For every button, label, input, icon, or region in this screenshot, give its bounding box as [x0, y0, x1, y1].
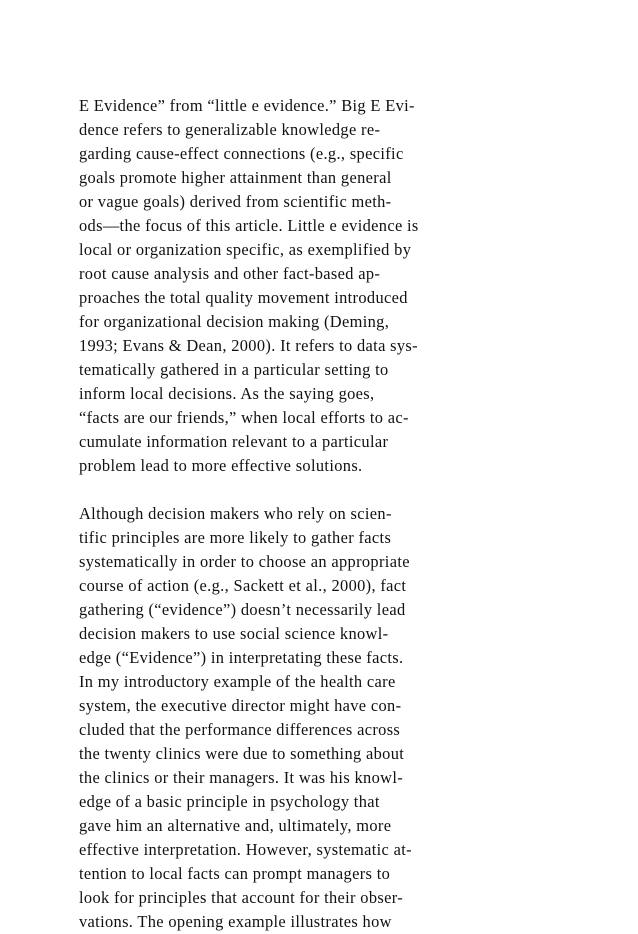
text-line: or vague goals) derived from scientific meth-	[79, 192, 392, 211]
text-line: for organizational decision making (Deming,	[79, 312, 390, 331]
text-line: E Evidence” from “little e evidence.” Big E Evi-	[79, 96, 415, 115]
paragraph-2	[79, 502, 619, 934]
text-line: inform local decisions. As the saying goes,	[79, 384, 375, 403]
text-line: goals promote higher attainment than general	[79, 168, 392, 187]
text-line: systematically in order to choose an appropriate	[79, 552, 410, 571]
text-line: vations. The opening example illustrates how	[79, 912, 392, 931]
text-line: tific principles are more likely to gather facts	[79, 528, 392, 547]
text-line: the twenty clinics were due to something about	[79, 744, 405, 763]
text-line: the clinics or their managers. It was his knowl-	[79, 768, 404, 787]
text-line: gathering (“evidence”) doesn’t necessarily lead	[79, 600, 406, 619]
text-line: 1993; Evans & Dean, 2000). It refers to data sys-	[79, 336, 418, 355]
text-line: tematically gathered in a particular setting to	[79, 360, 389, 379]
text-line: course of action (e.g., Sackett et al., 2000), fact	[79, 576, 407, 595]
text-line: tention to local facts can prompt managers to	[79, 864, 391, 883]
document-page	[79, 94, 619, 934]
text-line: local or organization specific, as exemplified by	[79, 240, 412, 259]
text-line: gave him an alternative and, ultimately, more	[79, 816, 392, 835]
text-line: In my introductory example of the health care	[79, 672, 396, 691]
text-line: cumulate information relevant to a particular	[79, 432, 389, 451]
text-line: Although decision makers who rely on scien-	[79, 504, 392, 523]
text-line: decision makers to use social science knowl-	[79, 624, 389, 643]
text-line: effective interpretation. However, systematic at-	[79, 840, 412, 859]
text-line: proaches the total quality movement introduced	[79, 288, 408, 307]
text-line: ods—the focus of this article. Little e evidence is	[79, 216, 419, 235]
text-line: edge of a basic principle in psychology that	[79, 792, 380, 811]
paragraph-1	[79, 94, 619, 478]
text-line: “facts are our friends,” when local efforts to ac-	[79, 408, 409, 427]
text-line: garding cause-effect connections (e.g., specific	[79, 144, 404, 163]
text-line: look for principles that account for their obser-	[79, 888, 404, 907]
text-line: problem lead to more effective solutions.	[79, 456, 363, 475]
text-line: cluded that the performance differences across	[79, 720, 401, 739]
text-line: system, the executive director might have con-	[79, 696, 402, 715]
text-line: edge (“Evidence”) in interpretating these facts.	[79, 648, 404, 667]
text-line: root cause analysis and other fact-based ap-	[79, 264, 381, 283]
text-line: dence refers to generalizable knowledge re-	[79, 120, 381, 139]
